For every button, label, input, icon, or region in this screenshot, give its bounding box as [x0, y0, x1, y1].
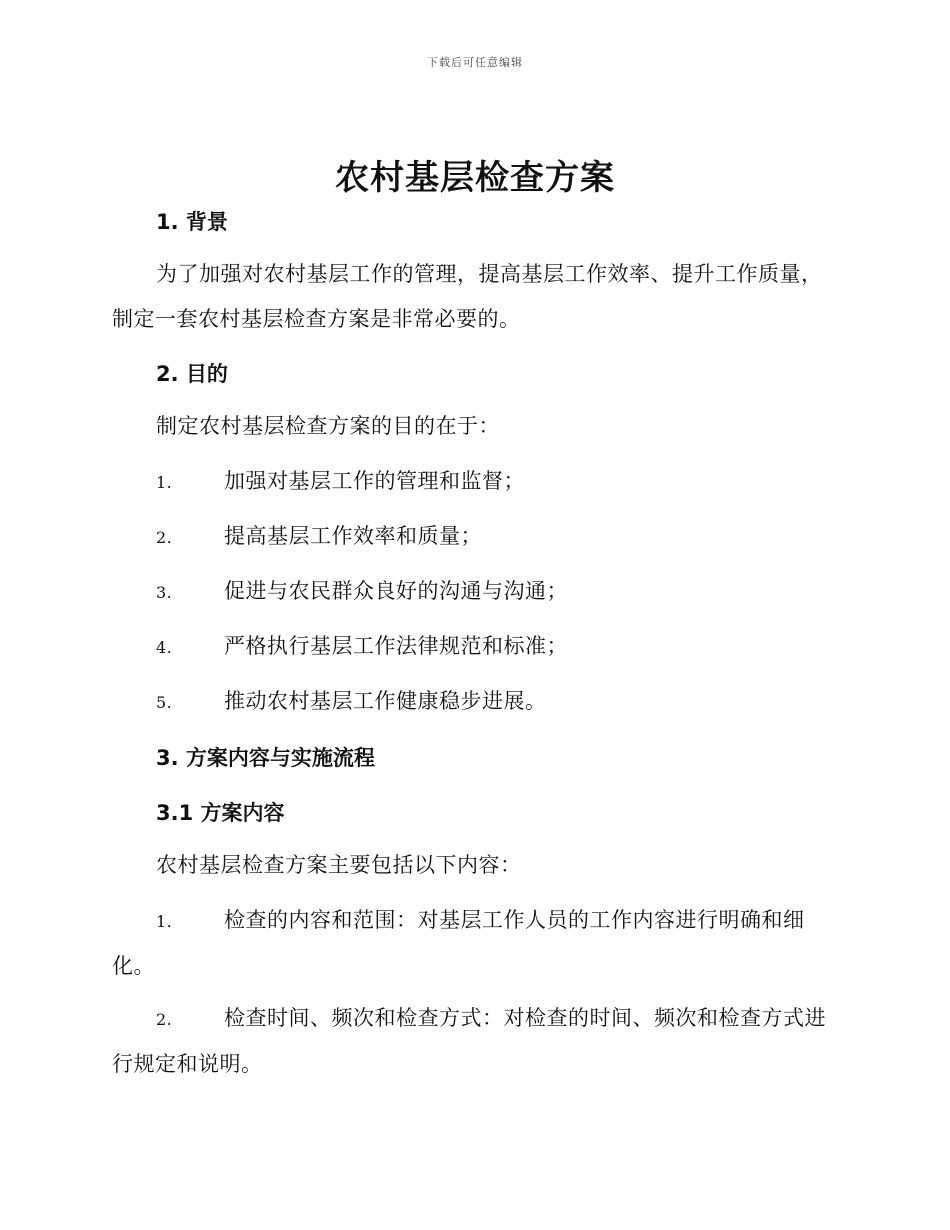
header-note: 下载后可任意编辑 [427, 56, 523, 69]
list-text: 检查的内容和范围：对基层工作人员的工作内容进行明确和细化。 [112, 908, 805, 978]
heading-purpose: 2. 目的 [156, 362, 228, 386]
heading-plan: 3. 方案内容与实施流程 [156, 746, 375, 770]
list-text: 检查时间、频次和检查方式：对检查的时间、频次和检查方式进行规定和说明。 [112, 1006, 826, 1076]
list-item [112, 996, 842, 1087]
document-title: 农村基层检查方案 [335, 158, 615, 198]
list-item [112, 679, 842, 725]
list-item [112, 624, 842, 670]
list-number: 4. [156, 638, 173, 657]
list-number: 3. [156, 583, 173, 602]
list-number: 1. [156, 912, 173, 931]
heading-background: 1. 背景 [156, 210, 228, 234]
list-item [112, 898, 842, 989]
paragraph-content-intro: 农村基层检查方案主要包括以下内容： [156, 853, 522, 877]
list-text: 促进与农民群众良好的沟通与沟通； [224, 579, 568, 603]
list-number: 2. [156, 528, 173, 547]
list-text: 严格执行基层工作法律规范和标准； [224, 634, 568, 658]
list-item [112, 569, 842, 615]
list-text: 提高基层工作效率和质量； [224, 524, 482, 548]
list-number: 5. [156, 693, 173, 712]
list-item [112, 514, 842, 560]
list-text: 推动农村基层工作健康稳步进展。 [224, 689, 547, 713]
list-text: 加强对基层工作的管理和监督； [224, 469, 525, 493]
list-number: 1. [156, 473, 173, 492]
list-number: 2. [156, 1010, 173, 1029]
heading-content: 3.1 方案内容 [156, 801, 285, 825]
paragraph-purpose-intro: 制定农村基层检查方案的目的在于： [156, 414, 500, 438]
list-item [112, 459, 842, 505]
paragraph-background: 为了加强对农村基层工作的管理，提高基层工作效率、提升工作质量，制定一套农村基层检查方案是非常必要的。 [112, 262, 823, 331]
